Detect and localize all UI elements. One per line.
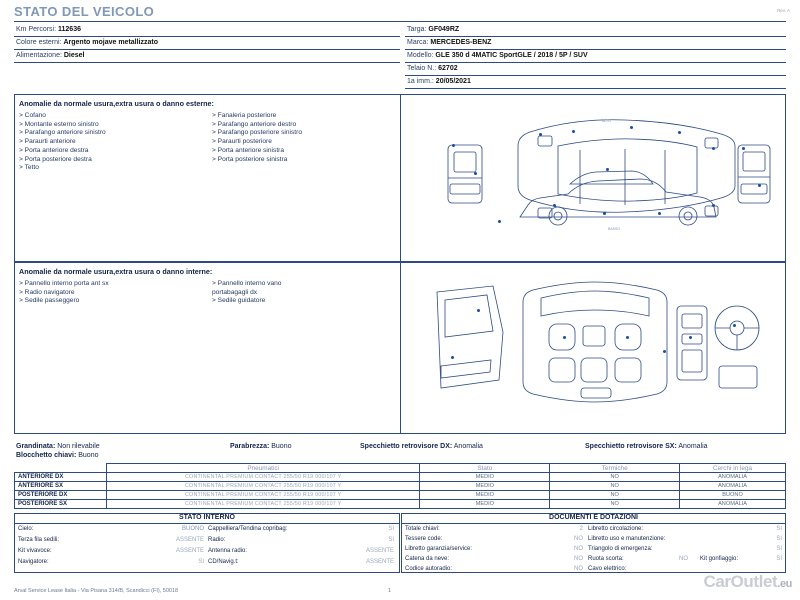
list-item: > Sedile guidatore bbox=[212, 297, 266, 305]
documents-row bbox=[588, 556, 688, 562]
tyre-model: CONTINENTAL PREMIUM CONTACT 255/50 R19 000/107 Y bbox=[106, 491, 420, 500]
field-immatricolazione bbox=[407, 78, 471, 85]
rule bbox=[405, 75, 786, 76]
tyre-model: CONTINENTAL PREMIUM CONTACT 255/50 R19 000/107 Y bbox=[106, 473, 420, 482]
panel-rule bbox=[14, 523, 400, 524]
list-item: > Pannello interno porta ant sx bbox=[19, 280, 109, 287]
tyres-header-stato: Stato bbox=[420, 464, 550, 473]
car-exterior-svg bbox=[420, 100, 780, 255]
row-value: ASSENTE bbox=[365, 548, 394, 554]
field-modello-value: GLE 350 d 4MATIC SportGLE / 2018 / 5P / SUV bbox=[435, 52, 588, 59]
field-modello-label: Modello: bbox=[407, 52, 434, 59]
row-value: 2 bbox=[579, 526, 583, 532]
tyre-model: CONTINENTAL PREMIUM CONTACT 255/50 R19 000/107 Y bbox=[106, 482, 420, 491]
status-mirror-sx bbox=[585, 443, 708, 450]
row-label: Triangolo di emergenza: bbox=[588, 546, 653, 552]
interior-row bbox=[208, 559, 394, 565]
interior-row bbox=[18, 559, 204, 565]
status-blocchetto bbox=[16, 452, 99, 459]
external-damage-list-2 bbox=[212, 112, 302, 164]
status-mirror-dx-value: Anomalia bbox=[453, 443, 483, 450]
status-blocchetto-value: Buono bbox=[78, 452, 99, 459]
tyre-rim: ANOMALIA bbox=[680, 473, 786, 482]
tyre-position: POSTERIORE SX bbox=[15, 500, 107, 509]
revision-label: Rev. A bbox=[777, 8, 790, 13]
field-marca-label: Marca: bbox=[407, 39, 429, 46]
status-mirror-dx bbox=[360, 443, 483, 450]
documents-panel bbox=[401, 513, 786, 573]
row-label: Antenna radio: bbox=[208, 548, 248, 554]
list-item: > Parafango posteriore sinistro bbox=[212, 129, 302, 137]
table-row bbox=[15, 500, 786, 509]
tyres-header-cerchi: Cerchi in lega bbox=[680, 464, 786, 473]
tyre-state: MEDIO bbox=[420, 473, 550, 482]
field-km-label: Km Percorsi: bbox=[16, 26, 57, 33]
row-value: NO bbox=[574, 556, 583, 562]
internal-damage-list-1 bbox=[19, 280, 109, 306]
tyres-header-termiche: Termiche bbox=[550, 464, 680, 473]
list-item: > Tetto bbox=[19, 164, 39, 172]
row-label: Cappelliera/Tendina copribag: bbox=[208, 526, 288, 532]
internal-damage-list-2 bbox=[212, 280, 281, 306]
field-colore bbox=[16, 39, 158, 46]
row-label: Kit gonfiaggio: bbox=[700, 556, 739, 562]
field-alimentazione bbox=[16, 52, 85, 59]
tyre-position: ANTERIORE DX bbox=[15, 473, 107, 482]
status-mirror-dx-label: Specchietto retrovisore DX: bbox=[360, 443, 453, 450]
field-alimentazione-value: Diesel bbox=[63, 52, 85, 59]
watermark-tld: .eu bbox=[777, 578, 792, 590]
field-immatricolazione-label: 1a imm.: bbox=[407, 78, 434, 85]
row-value: NO bbox=[574, 566, 583, 572]
external-damage-list-1 bbox=[19, 112, 106, 173]
page-number: 1 bbox=[388, 588, 392, 594]
header-rule bbox=[14, 21, 786, 22]
interior-car-diagram bbox=[415, 270, 775, 425]
interior-row bbox=[18, 526, 204, 532]
row-label: Catena da neve: bbox=[405, 556, 450, 562]
row-value: SI bbox=[776, 526, 782, 532]
status-parabrezza-label: Parabrezza: bbox=[230, 443, 270, 450]
status-blocchetto-label: Blocchetto chiavi: bbox=[16, 452, 77, 459]
status-mirror-sx-label: Specchietto retrovisore SX: bbox=[585, 443, 677, 450]
list-item: > Montante esterno sinistro bbox=[19, 120, 99, 128]
interior-row bbox=[18, 548, 204, 554]
field-modello bbox=[407, 52, 588, 59]
page-title: STATO DEL VEICOLO bbox=[14, 4, 155, 19]
list-item: > Porta posteriore sinistra bbox=[212, 155, 288, 163]
rule bbox=[14, 36, 400, 37]
row-label: Codice autoradio: bbox=[405, 566, 453, 572]
documents-panel-title: DOCUMENTI E DOTAZIONI bbox=[549, 514, 638, 521]
field-km-value: 112636 bbox=[58, 26, 81, 33]
row-value: ASSENTE bbox=[365, 559, 394, 565]
documents-row bbox=[588, 526, 782, 532]
field-marca-value: MERCEDES-BENZ bbox=[430, 39, 492, 46]
row-value: ASSENTE bbox=[175, 548, 204, 554]
row-value: SI bbox=[198, 559, 204, 565]
car-interior-svg bbox=[415, 270, 775, 425]
field-marca bbox=[407, 39, 491, 46]
field-targa-value: GF049RZ bbox=[428, 26, 460, 33]
row-label: Cielo: bbox=[18, 526, 34, 532]
interior-row bbox=[18, 537, 204, 543]
tyres-table bbox=[14, 463, 786, 509]
field-telaio-label: Telaio N.: bbox=[407, 65, 437, 72]
row-label: Ruota scorta: bbox=[588, 556, 624, 562]
tyre-position: ANTERIORE SX bbox=[15, 482, 107, 491]
tyre-winter: NO bbox=[550, 491, 680, 500]
list-item: portabagagli dx bbox=[212, 288, 258, 296]
documents-row bbox=[405, 566, 583, 572]
row-label: Cavo elettrico: bbox=[588, 566, 627, 572]
documents-row bbox=[405, 556, 583, 562]
tyre-state: MEDIO bbox=[420, 491, 550, 500]
table-row bbox=[15, 482, 786, 491]
table-row bbox=[15, 473, 786, 482]
tyre-rim: ANOMALIA bbox=[680, 500, 786, 509]
list-item: > Sedile passeggero bbox=[19, 297, 80, 305]
row-value: BUONO bbox=[181, 526, 204, 532]
svg-text:ALTO: ALTO bbox=[602, 119, 611, 123]
documents-row bbox=[405, 526, 583, 532]
row-label: CD/Navig.t: bbox=[208, 559, 239, 565]
row-value: NO bbox=[574, 536, 583, 542]
row-label: Kit vivavoce: bbox=[18, 548, 52, 554]
tyre-state: MEDIO bbox=[420, 482, 550, 491]
status-parabrezza bbox=[230, 443, 292, 450]
field-telaio bbox=[407, 65, 458, 72]
list-item: > Cofano bbox=[19, 112, 46, 119]
tyre-winter: NO bbox=[550, 473, 680, 482]
tyre-position: POSTERIORE DX bbox=[15, 491, 107, 500]
tyre-rim: BUONO bbox=[680, 491, 786, 500]
row-value: ASSENTE bbox=[175, 537, 204, 543]
documents-row bbox=[405, 546, 583, 552]
tyre-winter: NO bbox=[550, 482, 680, 491]
row-value: SI bbox=[776, 546, 782, 552]
box-divider bbox=[400, 262, 401, 434]
list-item: > Porta anteriore sinistra bbox=[212, 146, 285, 154]
tyre-state: MEDIO bbox=[420, 500, 550, 509]
field-colore-label: Colore esterni: bbox=[16, 39, 62, 46]
tyres-header-row bbox=[15, 464, 786, 473]
svg-text:BASSO: BASSO bbox=[608, 227, 621, 231]
field-targa-label: Targa: bbox=[407, 26, 427, 33]
exterior-car-diagram bbox=[420, 100, 780, 255]
internal-damage-title: Anomalie da normale usura,extra usura o danno interne: bbox=[19, 267, 213, 276]
list-item: > Paraurti anteriore bbox=[19, 138, 76, 146]
documents-row bbox=[700, 556, 782, 562]
status-grandinata-value: Non rilevabile bbox=[57, 443, 100, 450]
list-item: > Parafango anteriore sinistro bbox=[19, 129, 106, 137]
row-value: SI bbox=[388, 526, 394, 532]
status-grandinata-label: Grandinata: bbox=[16, 443, 56, 450]
row-label: Libretto uso e manutenzione: bbox=[588, 536, 666, 542]
status-parabrezza-value: Buono bbox=[271, 443, 292, 450]
table-row bbox=[15, 491, 786, 500]
watermark-text: CarOutlet bbox=[703, 572, 778, 591]
list-item: > Pannello interno vano bbox=[212, 280, 282, 287]
row-value: SI bbox=[776, 556, 782, 562]
rule bbox=[405, 36, 786, 37]
row-label: Radio: bbox=[208, 537, 226, 543]
rule bbox=[14, 49, 400, 50]
watermark bbox=[703, 572, 792, 592]
list-item: > Porta anteriore destra bbox=[19, 146, 89, 154]
field-targa bbox=[407, 26, 459, 33]
field-km bbox=[16, 26, 81, 33]
row-value: SI bbox=[776, 536, 782, 542]
row-value: NO bbox=[574, 546, 583, 552]
documents-row bbox=[405, 536, 583, 542]
list-item: > Parafango anteriore destro bbox=[212, 120, 297, 128]
row-label: Libretto garanzia/service: bbox=[405, 546, 473, 552]
row-label: Totale chiavi: bbox=[405, 526, 440, 532]
row-label: Terza fila sedili: bbox=[18, 537, 60, 543]
documents-row bbox=[588, 546, 782, 552]
list-item: > Radio navigatore bbox=[19, 288, 75, 296]
footer-address: Arval Service Lease Italia - Via Pisana 314/B, Scandicci (FI), 50018 bbox=[14, 588, 179, 594]
status-mirror-sx-value: Anomalia bbox=[678, 443, 708, 450]
tyre-rim: ANOMALIA bbox=[680, 482, 786, 491]
list-item: > Porta posteriore destra bbox=[19, 155, 92, 163]
status-grandinata bbox=[16, 443, 100, 450]
field-alimentazione-label: Alimentazione: bbox=[16, 52, 62, 59]
row-value: NO bbox=[679, 556, 688, 562]
row-label: Navigatore: bbox=[18, 559, 49, 565]
tyres-header-pneumatici: Pneumatici bbox=[106, 464, 420, 473]
rule bbox=[405, 62, 786, 63]
interior-row bbox=[208, 526, 394, 532]
list-item: > Fanaleria posteriore bbox=[212, 112, 277, 119]
box-divider bbox=[400, 94, 401, 262]
tyre-model: CONTINENTAL PREMIUM CONTACT 255/50 R19 000/107 Y bbox=[106, 500, 420, 509]
rule bbox=[405, 49, 786, 50]
list-item: > Paraurti posteriore bbox=[212, 138, 272, 146]
panel-rule bbox=[401, 523, 786, 524]
rule bbox=[14, 62, 400, 63]
interior-row bbox=[208, 548, 394, 554]
documents-row bbox=[588, 536, 782, 542]
row-value: SI bbox=[388, 537, 394, 543]
rule bbox=[405, 88, 786, 89]
external-damage-title: Anomalie da normale usura,extra usura o danno esterne: bbox=[19, 99, 214, 108]
row-label: Tessere code: bbox=[405, 536, 443, 542]
field-telaio-value: 62702 bbox=[438, 65, 458, 72]
tyre-winter: NO bbox=[550, 500, 680, 509]
field-immatricolazione-value: 20/05/2021 bbox=[435, 78, 471, 85]
field-colore-value: Argento mojave metallizzato bbox=[63, 39, 159, 46]
interior-panel-title: STATO INTERNO bbox=[179, 514, 235, 521]
interior-row bbox=[208, 537, 394, 543]
row-label: Libretto circolazione: bbox=[588, 526, 644, 532]
